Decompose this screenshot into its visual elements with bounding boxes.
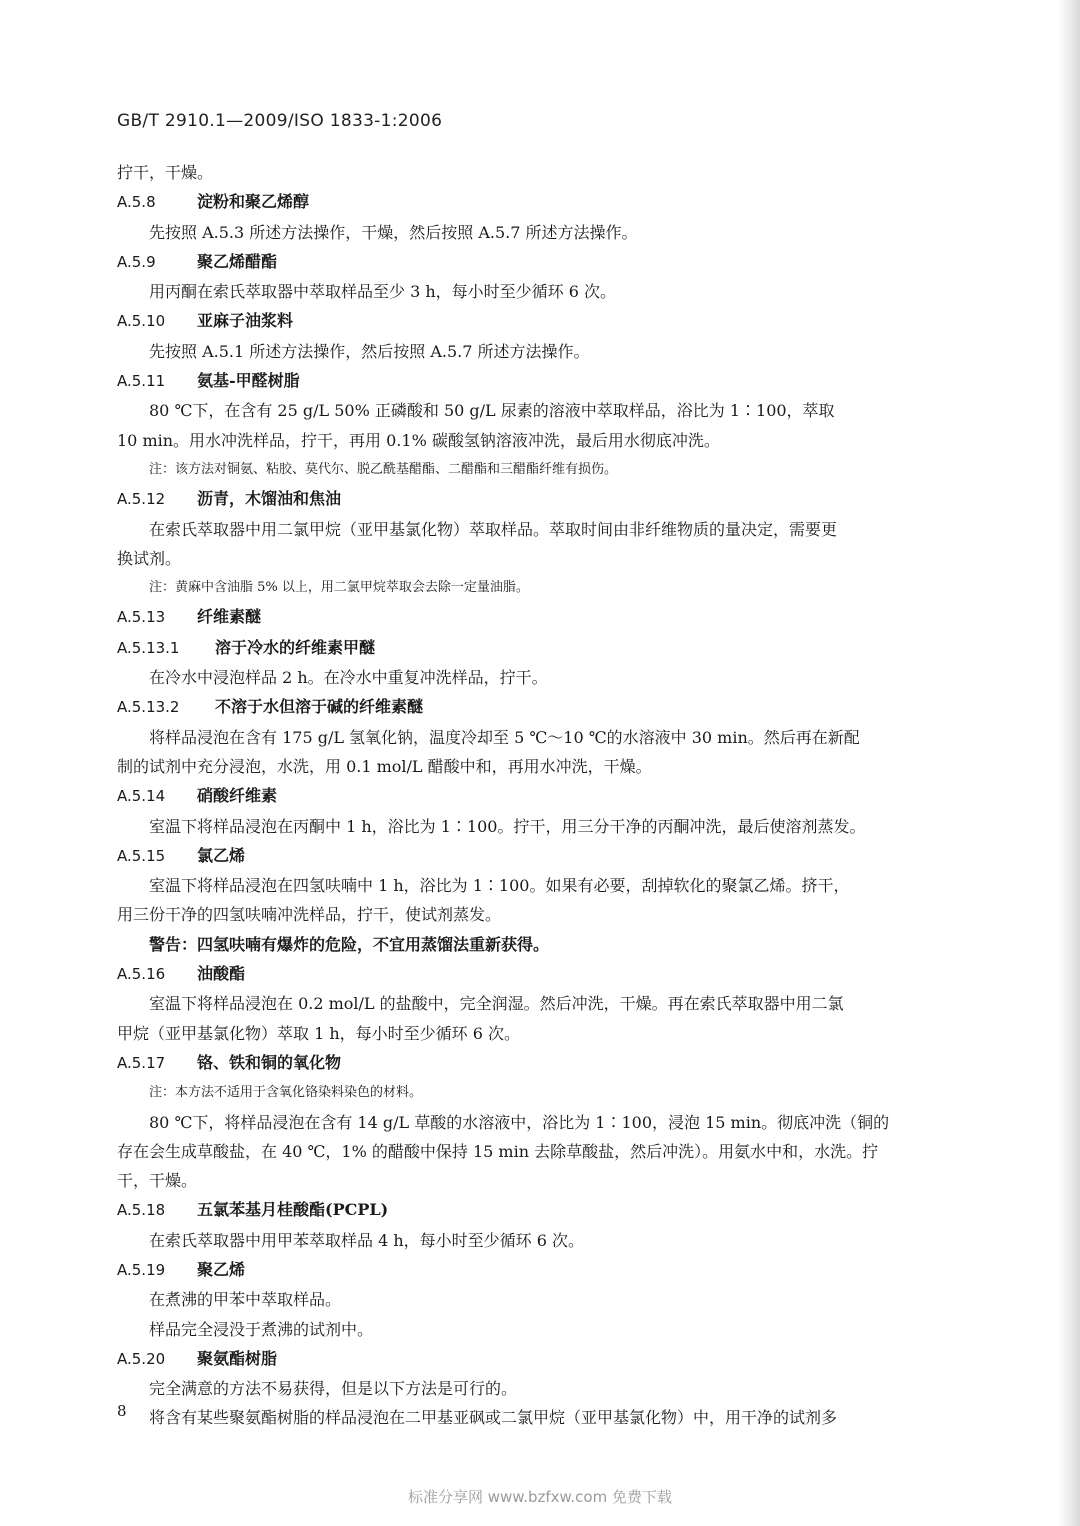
section-number: A.5.18 (117, 1201, 166, 1220)
section-title: 淀粉和聚乙烯醇 (197, 192, 310, 212)
paragraph-line: 室温下将样品浸泡在四氢呋喃中 1 h，浴比为 1∶100。如果有必要，刮掉软化的聚氯乙烯。挤干， (149, 876, 850, 896)
section-title: 硝酸纤维素 (197, 786, 278, 806)
section-title: 聚乙烯醋酯 (197, 251, 278, 271)
paragraph-line: 在索氏萃取器中用甲苯萃取样品 4 h，每小时至少循环 6 次。 (149, 1230, 585, 1250)
section-heading (117, 366, 962, 396)
section-heading (117, 1344, 962, 1374)
section-heading (117, 1195, 962, 1225)
section-number: A.5.14 (117, 787, 166, 806)
note-line: 注：该方法对铜氨、粘胶、莫代尔、脱乙酰基醋酯、二醋酯和三醋酯纤维有损伤。 (149, 461, 618, 477)
section-number: A.5.16 (117, 965, 166, 984)
section-heading (117, 1048, 962, 1078)
section-heading (117, 306, 962, 336)
section-number: A.5.20 (117, 1349, 166, 1368)
section-heading (117, 841, 962, 871)
section-title: 铬、铁和铜的氧化物 (197, 1052, 342, 1072)
paragraph-line: 室温下将样品浸泡在 0.2 mol/L 的盐酸中，完全润湿。然后冲洗，干燥。再在索氏萃取器中用二氯 (149, 994, 844, 1014)
paragraph-line: 室温下将样品浸泡在丙酮中 1 h，浴比为 1∶100。拧干，用三分干净的丙酮冲洗，最后使溶剂蒸发。 (149, 816, 866, 836)
note-line: 注：黄麻中含油脂 5% 以上，用二氯甲烷萃取会去除一定量油脂。 (149, 580, 529, 596)
standard-header: GB/T 2910.1—2009/ISO 1833-1:2006 (117, 111, 443, 131)
section-heading (117, 959, 962, 989)
section-heading (117, 187, 962, 217)
text-line: 用三份干净的四氢呋喃冲洗样品，拧干，使试剂蒸发。 (117, 905, 502, 925)
text-line: 干，干燥。 (117, 1171, 198, 1191)
text-line: 换试剂。 (117, 548, 182, 568)
section-number: A.5.9 (117, 252, 156, 271)
section-number: A.5.13 (117, 608, 166, 627)
paragraph-line: 在冷水中浸泡样品 2 h。在冷水中重复冲洗样品，拧干。 (149, 668, 548, 688)
note-line: 注：本方法不适用于含氧化铬染料染色的材料。 (149, 1085, 423, 1101)
section-number: A.5.13.2 (117, 698, 180, 717)
section-title: 溶于冷水的纤维素甲醚 (215, 637, 376, 657)
paragraph-line: 80 ℃下，将样品浸泡在含有 14 g/L 草酸的水溶液中，浴比为 1∶100，浸泡 15 min。彻底冲洗（铜的 (149, 1112, 890, 1132)
section-heading (117, 633, 962, 663)
section-title: 油酸酯 (197, 964, 246, 984)
paragraph-line: 80 ℃下，在含有 25 g/L 50% 正磷酸和 50 g/L 尿素的溶液中萃取样品，浴比为 1∶100，萃取 (149, 401, 835, 421)
section-title: 氨基-甲醛树脂 (197, 371, 300, 391)
text-line: 拧干，干燥。 (117, 163, 214, 182)
section-heading (117, 1255, 962, 1285)
warning-line: 警告：四氢呋喃有爆炸的危险，不宜用蒸馏法重新获得。 (149, 934, 550, 954)
document-body (117, 158, 962, 1433)
paragraph-line: 在索氏萃取器中用二氯甲烷（亚甲基氯化物）萃取样品。萃取时间由非纤维物质的量决定，需要更 (149, 519, 838, 539)
paragraph-line: 完全满意的方法不易获得，但是以下方法是可行的。 (149, 1379, 518, 1399)
text-line: 甲烷（亚甲基氯化物）萃取 1 h，每小时至少循环 6 次。 (117, 1023, 521, 1043)
paragraph-line: 用丙酮在索氏萃取器中萃取样品至少 3 h，每小时至少循环 6 次。 (149, 282, 617, 302)
section-number: A.5.17 (117, 1053, 166, 1072)
page-number: 8 (117, 1402, 127, 1420)
section-number: A.5.11 (117, 372, 166, 391)
text-line: 存在会生成草酸盐，在 40 ℃，1% 的醋酸中保持 15 min 去除草酸盐，然后冲洗）。用氨水中和，水洗。拧 (117, 1141, 879, 1161)
section-number: A.5.8 (117, 193, 156, 212)
section-heading (117, 484, 962, 514)
paragraph-line: 将含有某些聚氨酯树脂的样品浸泡在二甲基亚砜或二氯甲烷（亚甲基氯化物）中，用干净的试剂多 (149, 1408, 838, 1428)
section-heading (117, 247, 962, 277)
section-title: 亚麻子油浆料 (197, 311, 294, 331)
section-number: A.5.19 (117, 1260, 166, 1279)
paragraph-line: 先按照 A.5.1 所述方法操作，然后按照 A.5.7 所述方法操作。 (149, 341, 590, 361)
section-title: 沥青，木馏油和焦油 (197, 489, 342, 509)
section-title: 五氯苯基月桂酸酯(PCPL) (197, 1200, 389, 1220)
section-number: A.5.15 (117, 846, 166, 865)
section-heading (117, 602, 962, 632)
paragraph-line: 样品完全浸没于煮沸的试剂中。 (149, 1319, 374, 1339)
section-heading (117, 692, 962, 722)
paragraph-line: 在煮沸的甲苯中萃取样品。 (149, 1290, 342, 1310)
paragraph-line: 将样品浸泡在含有 175 g/L 氢氧化钠，温度冷却至 5 ℃～10 ℃的水溶液中 30 min。然后再在新配 (149, 727, 860, 747)
section-heading (117, 781, 962, 811)
section-title: 聚氨酯树脂 (197, 1348, 278, 1368)
section-number: A.5.10 (117, 312, 166, 331)
text-line: 制的试剂中充分浸泡，水洗，用 0.1 mol/L 醋酸中和，再用水冲洗，干燥。 (117, 756, 652, 776)
text-line: 10 min。用水冲洗样品，拧干，再用 0.1% 碳酸氢钠溶液冲洗，最后用水彻底冲洗。 (117, 430, 720, 450)
section-title: 氯乙烯 (197, 845, 246, 865)
section-title: 纤维素醚 (197, 607, 262, 627)
section-number: A.5.12 (117, 490, 166, 509)
section-number: A.5.13.1 (117, 638, 180, 657)
section-title: 不溶于水但溶于碱的纤维素醚 (215, 697, 424, 717)
section-title: 聚乙烯 (197, 1259, 246, 1279)
scan-edge-shadow (1058, 0, 1080, 1526)
paragraph-line: 先按照 A.5.3 所述方法操作，干燥，然后按照 A.5.7 所述方法操作。 (149, 222, 638, 242)
watermark-footer: 标准分享网 www.bzfxw.com 免费下载 (408, 1488, 672, 1506)
